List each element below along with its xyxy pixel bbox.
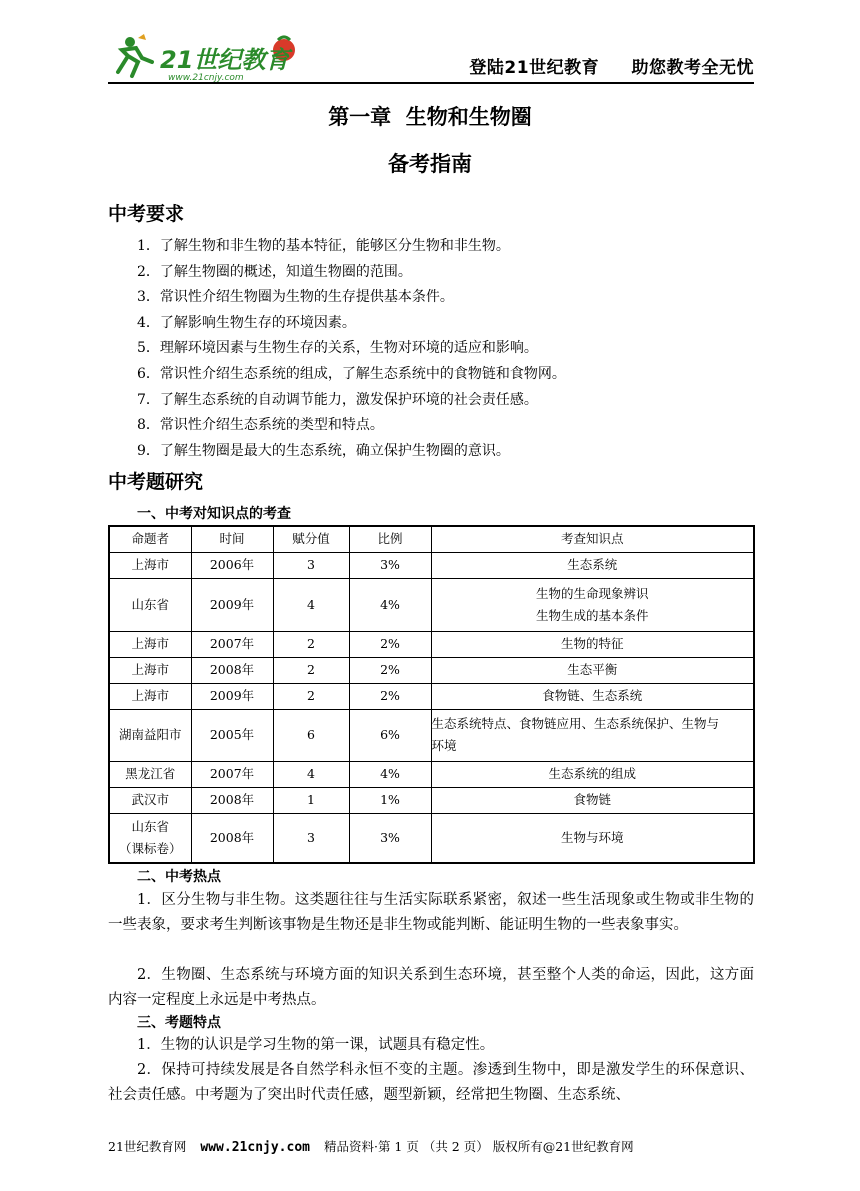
cell-year: 2006年 [191, 552, 273, 578]
table-row [109, 709, 754, 761]
cell-ratio: 3% [349, 552, 431, 578]
cell-year: 2009年 [191, 578, 273, 631]
cell-who [109, 813, 191, 863]
cell-score: 4 [273, 578, 349, 631]
list-item: 6．常识性介绍生态系统的组成，了解生态系统中的食物链和食物网。 [137, 365, 566, 382]
cell-score: 2 [273, 657, 349, 683]
subheading-features: 三、考题特点 [137, 1015, 221, 1031]
col-header: 比例 [349, 526, 431, 552]
cell-topic: 生态系统的组成 [431, 761, 754, 787]
table-row [109, 552, 754, 578]
slogan-left: 登陆21世纪教育 [469, 58, 600, 78]
cell-score: 3 [273, 552, 349, 578]
hotspot-paragraph-1: 1．区分生物与非生物。这类题往往与生活实际联系紧密，叙述一些生活现象或生物或非生物的一些表象，要求考生判断该事物是生物还是非生物或能判断、能证明生物的一些表象事实。 [108, 892, 754, 933]
logo-graphic [108, 32, 308, 82]
cell-year: 2008年 [191, 813, 273, 863]
feature-paragraph-1: 1．生物的认识是学习生物的第一课，试题具有稳定性。 [137, 1037, 495, 1053]
cell-topic: 食物链 [431, 787, 754, 813]
footer-page-info: 精品资料·第 1 页 （共 2 页） 版权所有@21世纪教育网 [323, 1139, 634, 1154]
cell-topic [431, 709, 754, 761]
list-item: 5．理解环境因素与生物生存的关系，生物对环境的适应和影响。 [137, 340, 538, 357]
topic-line: 环境 [431, 738, 457, 753]
cell-ratio: 2% [349, 631, 431, 657]
cell-who: 上海市 [109, 552, 191, 578]
col-header: 考查知识点 [431, 526, 754, 552]
svg-text:21世纪教育: 21世纪教育 [160, 46, 290, 74]
footer-url: www.21cnjy.com [200, 1140, 310, 1155]
section-heading-research: 中考题研究 [108, 471, 204, 493]
cell-who: 山东省 [109, 578, 191, 631]
cell-year: 2008年 [191, 657, 273, 683]
who-line: 山东省 [131, 818, 169, 834]
cell-ratio: 2% [349, 657, 431, 683]
table-row [109, 683, 754, 709]
exam-table [108, 525, 755, 864]
page-footer [108, 1137, 634, 1155]
list-item: 9．了解生物圈是最大的生态系统，确立保护生物圈的意识。 [137, 442, 510, 459]
table-row [109, 578, 754, 631]
cell-topic: 生态平衡 [431, 657, 754, 683]
subheading-knowledge: 一、中考对知识点的考查 [137, 506, 291, 522]
header-slogan [443, 53, 754, 78]
cell-ratio: 2% [349, 683, 431, 709]
cell-score: 2 [273, 631, 349, 657]
page-header [108, 24, 754, 84]
cell-score: 4 [273, 761, 349, 787]
cell-who: 上海市 [109, 657, 191, 683]
section-heading-requirements: 中考要求 [108, 203, 185, 225]
topic-line: 生物生成的基本条件 [535, 607, 649, 623]
cell-topic: 食物链、生态系统 [431, 683, 754, 709]
cell-year: 2008年 [191, 787, 273, 813]
table-row [109, 657, 754, 683]
chapter-title: 第一章 生物和生物圈 [328, 105, 532, 129]
cell-ratio: 6% [349, 709, 431, 761]
slogan-right: 助您教考全无忧 [631, 58, 754, 78]
cell-topic: 生物与环境 [431, 813, 754, 863]
requirements-list [137, 234, 566, 464]
table-row [109, 813, 754, 863]
cell-who: 上海市 [109, 631, 191, 657]
list-item: 4．了解影响生物生存的环境因素。 [137, 314, 356, 331]
site-logo [108, 32, 308, 82]
topic-line: 生态系统特点、食物链应用、生态系统保护、生物与 [431, 716, 720, 731]
topic-line: 生物的生命现象辨识 [535, 585, 649, 601]
cell-year: 2005年 [191, 709, 273, 761]
who-line: （课标卷） [118, 840, 182, 856]
cell-year: 2007年 [191, 631, 273, 657]
list-item: 2．了解生物圈的概述，知道生物圈的范围。 [137, 263, 412, 280]
cell-score: 1 [273, 787, 349, 813]
hotspot-paragraph-2: 2．生物圈、生态系统与环境方面的知识关系到生态环境，甚至整个人类的命运，因此，这方面内容一定程度上永远是中考热点。 [108, 967, 754, 1008]
cell-who: 上海市 [109, 683, 191, 709]
col-header: 赋分值 [273, 526, 349, 552]
cell-topic: 生物的特征 [431, 631, 754, 657]
list-item: 1．了解生物和非生物的基本特征，能够区分生物和非生物。 [137, 238, 510, 254]
cell-score: 2 [273, 683, 349, 709]
table-row [109, 787, 754, 813]
table-header-row [109, 526, 754, 552]
guide-subtitle: 备考指南 [388, 152, 472, 176]
table-row [109, 761, 754, 787]
cell-ratio: 3% [349, 813, 431, 863]
cell-ratio: 4% [349, 578, 431, 631]
cell-year: 2009年 [191, 683, 273, 709]
svg-text:www.21cnjy.com: www.21cnjy.com [168, 73, 244, 82]
table-row [109, 631, 754, 657]
list-item: 3．常识性介绍生物圈为生物的生存提供基本条件。 [137, 289, 454, 306]
list-item: 8．常识性介绍生态系统的类型和特点。 [137, 417, 384, 434]
cell-topic [431, 578, 754, 631]
cell-ratio: 1% [349, 787, 431, 813]
cell-who: 黑龙江省 [109, 761, 191, 787]
subheading-hotspots: 二、中考热点 [137, 869, 221, 885]
list-item: 7．了解生态系统的自动调节能力，激发保护环境的社会责任感。 [137, 391, 538, 408]
cell-score: 6 [273, 709, 349, 761]
col-header: 时间 [191, 526, 273, 552]
cell-score: 3 [273, 813, 349, 863]
footer-site: 21世纪教育网 [108, 1139, 187, 1154]
col-header: 命题者 [109, 526, 191, 552]
cell-who: 湖南益阳市 [109, 709, 191, 761]
cell-ratio: 4% [349, 761, 431, 787]
feature-paragraph-2: 2．保持可持续发展是各自然学科永恒不变的主题。渗透到生物中，即是激发学生的环保意识、社会责任感。中考题为了突出时代责任感，题型新颖，经常把生物圈、生态系统、 [108, 1062, 754, 1103]
cell-topic: 生态系统 [431, 552, 754, 578]
cell-year: 2007年 [191, 761, 273, 787]
cell-who: 武汉市 [109, 787, 191, 813]
